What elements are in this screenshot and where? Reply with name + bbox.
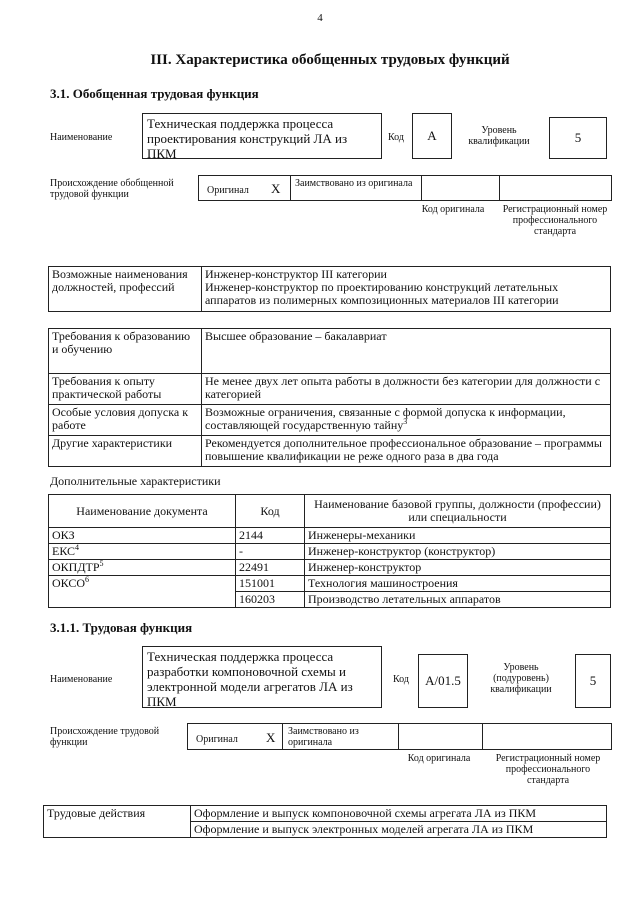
positions-value-1: Инженер-конструктор III категории [205, 267, 387, 281]
extra-table [48, 494, 611, 608]
extra-row-doc [49, 528, 236, 544]
extra-row-code: 22491 [236, 560, 305, 576]
extra-row-code: 160203 [236, 592, 305, 608]
tf-origin-label: Происхождение трудовой функции [50, 726, 160, 748]
positions-value [202, 267, 611, 312]
positions-value-2: Инженер-конструктор по проектированию конструкций летательных аппаратов из полимерных композиционных материалов III категории [205, 280, 559, 307]
gtf-level-label: Уровень квалификации [468, 125, 530, 147]
tf-level-label: Уровень (подуровень) квалификации [490, 662, 552, 695]
extra-row-name: Инженеры-механики [305, 528, 611, 544]
gtf-origin-label: Происхождение обобщенной трудовой функции [50, 178, 174, 200]
tf-code-original-caption: Код оригинала [407, 753, 471, 764]
doc-name: ОКСО [52, 576, 86, 590]
gtf-level-value: 5 [549, 117, 607, 159]
page-number: 4 [317, 12, 323, 24]
extra-header-code: Код [236, 495, 305, 528]
tf-borrowed-label: Заимствовано из оригинала [288, 726, 359, 748]
req-experience-label: Требования к опыту практической работы [49, 374, 202, 405]
req-education-value: Высшее образование – бакалавриат [202, 329, 611, 374]
tf-heading: 3.1.1. Трудовая функция [50, 620, 193, 635]
extra-row-doc [49, 560, 236, 576]
extra-row-doc [49, 544, 236, 560]
extra-title: Дополнительные характеристики [50, 474, 221, 488]
extra-row-code: - [236, 544, 305, 560]
labor-actions-table [43, 805, 607, 838]
gtf-origin-box [198, 175, 612, 201]
doc-name: ЕКС [52, 544, 76, 558]
gtf-original-mark: X [271, 181, 281, 196]
special-conditions-value [202, 405, 611, 436]
requirements-table [48, 328, 611, 467]
tf-level-value: 5 [575, 654, 611, 708]
doc-name: ОКПДТР [52, 560, 100, 574]
gtf-code-label: Код [388, 132, 404, 143]
gtf-name-label: Наименование [50, 132, 113, 143]
extra-row-code: 2144 [236, 528, 305, 544]
req-experience-value: Не менее двух лет опыта работы в должности без категории для должности с категорией [202, 374, 611, 405]
footnote-ref: 6 [85, 575, 90, 584]
tf-reg-number-caption: Регистрационный номер профессионального стандарта [495, 753, 601, 786]
gtf-borrowed-label: Заимствовано из оригинала [295, 178, 413, 189]
divider [482, 724, 483, 749]
tf-name-value: Техническая поддержка процесса разработки компоновочной схемы и электронной модели агрегатов ЛА из ПКМ [142, 646, 382, 708]
special-conditions-text: Возможные ограничения, связанные с формой допуска к информации, составляющей государственную тайну [205, 405, 566, 432]
divider [421, 176, 422, 200]
tf-code-value: А/01.5 [418, 654, 468, 708]
extra-row-name: Инженер-конструктор (конструктор) [305, 544, 611, 560]
tf-origin-box [187, 723, 612, 750]
other-characteristics-label: Другие характеристики [49, 436, 202, 467]
extra-row-name: Инженер-конструктор [305, 560, 611, 576]
divider [398, 724, 399, 749]
gtf-original-label: Оригинал [207, 185, 249, 196]
gtf-heading: 3.1. Обобщенная трудовая функция [50, 86, 259, 101]
tf-name-label: Наименование [50, 674, 113, 685]
footnote-ref: 3 [403, 417, 408, 426]
divider [290, 176, 291, 200]
gtf-code-value: А [412, 113, 452, 159]
tf-original-mark: X [266, 730, 276, 745]
positions-label: Возможные наименования должностей, профессий [49, 267, 202, 312]
extra-row-code: 151001 [236, 576, 305, 592]
gtf-name-value: Техническая поддержка процесса проектирования конструкций ЛА из ПКМ [142, 113, 382, 159]
extra-header-doc: Наименование документа [49, 495, 236, 528]
labor-action-item: Оформление и выпуск компоновочной схемы агрегата ЛА из ПКМ [191, 806, 607, 822]
labor-actions-label: Трудовые действия [44, 806, 191, 838]
gtf-code-original-caption: Код оригинала [421, 204, 485, 215]
divider [499, 176, 500, 200]
footnote-ref: 5 [99, 559, 104, 568]
footnote-ref: 4 [75, 543, 80, 552]
tf-original-label: Оригинал [196, 734, 238, 745]
section-title: III. Характеристика обобщенных трудовых функций [150, 52, 510, 68]
extra-header-name: Наименование базовой группы, должности (профессии) или специальности [305, 495, 611, 528]
extra-row-name: Производство летательных аппаратов [305, 592, 611, 608]
gtf-reg-number-caption: Регистрационный номер профессионального стандарта [502, 204, 608, 237]
positions-table [48, 266, 611, 312]
labor-action-item: Оформление и выпуск электронных моделей агрегата ЛА из ПКМ [191, 822, 607, 838]
req-education-label: Требования к образованию и обучению [49, 329, 202, 374]
extra-row-name: Технология машиностроения [305, 576, 611, 592]
tf-code-label: Код [393, 674, 409, 685]
special-conditions-label: Особые условия допуска к работе [49, 405, 202, 436]
divider [282, 724, 283, 749]
other-characteristics-value: Рекомендуется дополнительное профессиональное образование – программы повышение квалификации не реже одного раза в два года [202, 436, 611, 467]
doc-name: ОКЗ [52, 528, 75, 542]
extra-row-doc [49, 576, 236, 608]
